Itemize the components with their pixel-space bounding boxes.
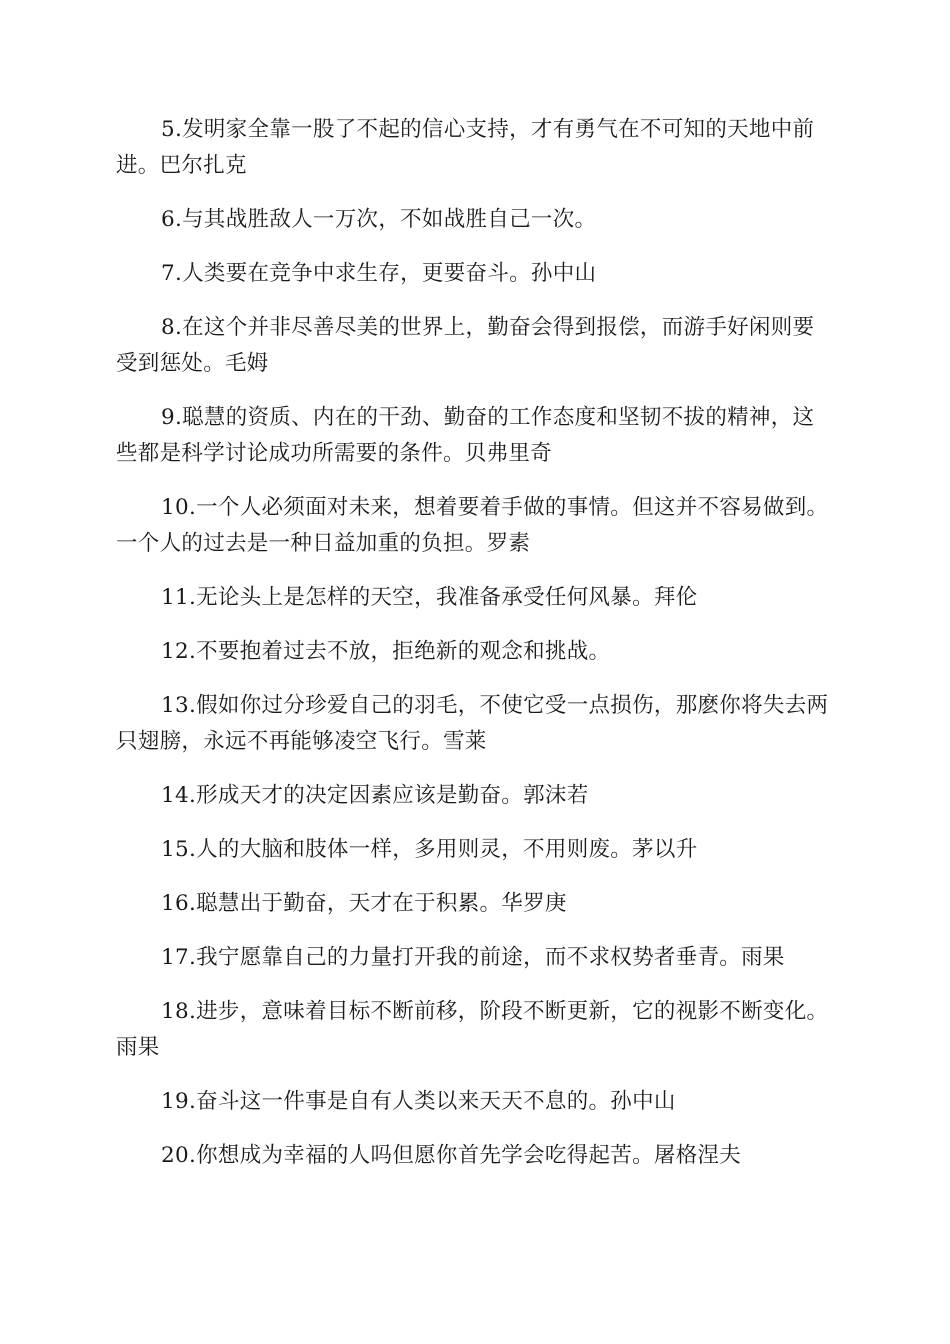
quote-item: 11.无论头上是怎样的天空，我准备承受任何风暴。拜伦 — [161, 585, 698, 610]
quote-item: 6.与其战胜敌人一万次，不如战胜自己一次。 — [161, 207, 597, 232]
quote-item: 13.假如你过分珍爱自己的羽毛，不使它受一点损伤，那麽你将失去两只翅膀，永远不再能够凌空飞行。雪莱 — [116, 693, 829, 754]
quote-item: 19.奋斗这一件事是自有人类以来天天不息的。孙中山 — [161, 1089, 676, 1114]
quote-item: 7.人类要在竞争中求生存，更要奋斗。孙中山 — [161, 261, 597, 286]
quote-item: 14.形成天才的决定因素应该是勤奋。郭沫若 — [161, 783, 589, 808]
quote-item: 9.聪慧的资质、内在的干劲、勤奋的工作态度和坚韧不拔的精神，这些都是科学讨论成功所需要的条件。贝弗里奇 — [116, 405, 815, 466]
quote-item: 8.在这个并非尽善尽美的世界上，勤奋会得到报偿，而游手好闲则要受到惩处。毛姆 — [116, 315, 815, 376]
quote-item: 20.你想成为幸福的人吗但愿你首先学会吃得起苦。屠格涅夫 — [161, 1143, 742, 1168]
quote-item: 17.我宁愿靠自己的力量打开我的前途，而不求权势者垂青。雨果 — [161, 945, 785, 970]
quote-item: 12.不要抱着过去不放，拒绝新的观念和挑战。 — [161, 639, 611, 664]
quote-item: 16.聪慧出于勤奋，天才在于积累。华罗庚 — [161, 891, 567, 916]
quote-list — [116, 112, 836, 1192]
quote-item: 15.人的大脑和肢体一样，多用则灵，不用则废。茅以升 — [161, 837, 698, 862]
quote-item: 18.进步，意味着目标不断前移，阶段不断更新，它的视影不断变化。雨果 — [116, 999, 829, 1060]
quote-item: 10.一个人必须面对未来，想着要着手做的事情。但这并不容易做到。一个人的过去是一种日益加重的负担。罗素 — [116, 495, 829, 556]
quote-item: 5.发明家全靠一股了不起的信心支持，才有勇气在不可知的天地中前进。巴尔扎克 — [116, 117, 815, 178]
